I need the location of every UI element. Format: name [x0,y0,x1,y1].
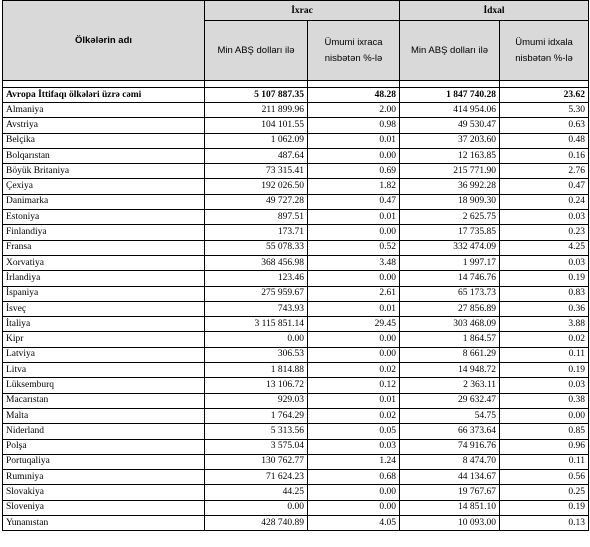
table-row [3,347,589,362]
import-value: 414 954.06 [400,103,500,118]
import-value: 19 767.67 [400,485,500,500]
table-row [3,363,589,378]
export-value: 44.25 [205,485,308,500]
table-row [3,103,589,118]
table-row [3,271,589,286]
export-value: 49 727.28 [205,194,308,209]
table-row [3,225,589,240]
country-name: Sloveniya [3,500,205,515]
country-name: Belçika [3,133,205,148]
import-share: 0.19 [500,271,589,286]
export-value: 0.00 [205,500,308,515]
export-value: 173.71 [205,225,308,240]
country-name: Böyük Britaniya [3,164,205,179]
import-share: 0.96 [500,439,589,454]
table-row [3,393,589,408]
table-row [3,301,589,316]
export-share: 0.01 [308,301,400,316]
country-name: Litva [3,363,205,378]
import-value: 8 474.70 [400,454,500,469]
table-row [3,408,589,423]
export-share: 3.48 [308,255,400,270]
import-value: 10 093.00 [400,516,500,531]
import-share: 0.19 [500,363,589,378]
country-name: İrlandiya [3,271,205,286]
import-value: 65 173.73 [400,286,500,301]
import-share: 0.38 [500,393,589,408]
import-value: 2 363.11 [400,378,500,393]
export-value: 0.00 [205,332,308,347]
export-share: 0.47 [308,194,400,209]
import-value: 1 997.17 [400,255,500,270]
table-row [3,210,589,225]
country-name: Çexiya [3,179,205,194]
export-share: 0.02 [308,408,400,423]
export-share: 0.00 [308,225,400,240]
import-share: 0.00 [500,408,589,423]
total-export-value: 5 107 887.35 [205,88,308,103]
export-share-header: Ümumi ixraca nisbətən %-lə [308,21,400,81]
export-value: 123.46 [205,271,308,286]
export-share: 0.00 [308,347,400,362]
table-row [3,118,589,133]
table-row [3,194,589,209]
table-row [3,485,589,500]
import-value: 14 746.76 [400,271,500,286]
export-share: 0.52 [308,240,400,255]
export-share: 0.00 [308,271,400,286]
country-name: Fransa [3,240,205,255]
table-row [3,332,589,347]
table-row [3,317,589,332]
export-share: 0.00 [308,148,400,163]
country-name: Rumıniya [3,470,205,485]
table-row [3,470,589,485]
table-row [3,133,589,148]
export-share: 0.03 [308,439,400,454]
country-name: İtaliya [3,317,205,332]
export-value: 1 814.88 [205,363,308,378]
import-share: 0.85 [500,424,589,439]
trade-table [2,0,589,531]
export-share: 1.82 [308,179,400,194]
country-name: Portuqaliya [3,454,205,469]
country-column-header: Ölkələrin adı [3,1,205,81]
import-value: 14 948.72 [400,363,500,378]
import-share: 0.11 [500,347,589,362]
export-value: 368 456.98 [205,255,308,270]
table-row [3,164,589,179]
table-row [3,424,589,439]
export-value: 897.51 [205,210,308,225]
export-value: 13 106.72 [205,378,308,393]
table-row [3,454,589,469]
import-value: 66 373.64 [400,424,500,439]
country-name: Estoniya [3,210,205,225]
country-name: Yunanıstan [3,516,205,531]
import-share: 0.48 [500,133,589,148]
export-value: 306.53 [205,347,308,362]
spacer-row [3,81,589,88]
import-share: 0.24 [500,194,589,209]
export-value: 428 740.89 [205,516,308,531]
table-row [3,439,589,454]
export-group-header: İxrac [205,1,400,21]
table-row [3,516,589,531]
export-value: 3 115 851.14 [205,317,308,332]
table-row [3,240,589,255]
import-share: 3.88 [500,317,589,332]
export-value: 3 575.04 [205,439,308,454]
export-value: 275 959.67 [205,286,308,301]
export-share: 2.00 [308,103,400,118]
export-value: 55 078.33 [205,240,308,255]
import-share: 0.03 [500,378,589,393]
export-value: 743.93 [205,301,308,316]
country-name: Slovakiya [3,485,205,500]
total-row [3,88,589,103]
import-value: 8 661.29 [400,347,500,362]
export-value: 487.64 [205,148,308,163]
table-row [3,179,589,194]
import-value: 49 530.47 [400,118,500,133]
import-share: 0.23 [500,225,589,240]
import-share: 0.25 [500,485,589,500]
table-body [3,81,589,531]
table-row [3,255,589,270]
export-share: 0.98 [308,118,400,133]
import-share: 0.19 [500,500,589,515]
export-share: 0.02 [308,363,400,378]
import-share: 0.47 [500,179,589,194]
country-name: Niderland [3,424,205,439]
import-value: 2 625.75 [400,210,500,225]
import-share: 0.16 [500,148,589,163]
country-name: Almaniya [3,103,205,118]
country-name: Avstriya [3,118,205,133]
import-value: 54.75 [400,408,500,423]
import-value: 36 992.28 [400,179,500,194]
export-share: 0.05 [308,424,400,439]
import-value: 44 134.67 [400,470,500,485]
import-value: 303 468.09 [400,317,500,332]
export-value: 1 062.09 [205,133,308,148]
country-name: İspaniya [3,286,205,301]
export-share: 2.61 [308,286,400,301]
import-value: 29 632.47 [400,393,500,408]
export-value: 130 762.77 [205,454,308,469]
import-share: 5.30 [500,103,589,118]
import-share: 0.03 [500,210,589,225]
import-share: 0.03 [500,255,589,270]
import-value: 27 856.89 [400,301,500,316]
import-value: 74 916.76 [400,439,500,454]
table-row [3,500,589,515]
total-import-share: 23.62 [500,88,589,103]
total-import-value: 1 847 740.28 [400,88,500,103]
import-value: 1 864.57 [400,332,500,347]
export-share: 0.01 [308,393,400,408]
import-value: 17 735.85 [400,225,500,240]
country-name: Bolqarıstan [3,148,205,163]
import-value: 12 163.85 [400,148,500,163]
export-share: 0.00 [308,500,400,515]
import-share: 0.56 [500,470,589,485]
export-share: 0.68 [308,470,400,485]
country-name: Finlandiya [3,225,205,240]
export-value: 211 899.96 [205,103,308,118]
import-value: 215 771.90 [400,164,500,179]
table-row [3,378,589,393]
export-value: 1 764.29 [205,408,308,423]
total-export-share: 48.28 [308,88,400,103]
import-share: 4.25 [500,240,589,255]
export-value: 5 313.56 [205,424,308,439]
export-value-header: Min ABŞ dolları ilə [205,21,308,81]
country-name: Macarıstan [3,393,205,408]
export-value: 73 315.41 [205,164,308,179]
country-name: Malta [3,408,205,423]
country-name: Danimarka [3,194,205,209]
export-share: 0.69 [308,164,400,179]
import-share: 2.76 [500,164,589,179]
import-value: 37 203.60 [400,133,500,148]
table-row [3,148,589,163]
import-share: 0.13 [500,516,589,531]
import-value: 18 909.30 [400,194,500,209]
import-share: 0.02 [500,332,589,347]
export-value: 104 101.55 [205,118,308,133]
import-share: 0.11 [500,454,589,469]
table-row [3,286,589,301]
country-name: Kipr [3,332,205,347]
import-value: 14 851.10 [400,500,500,515]
export-share: 4.05 [308,516,400,531]
export-share: 0.01 [308,210,400,225]
import-value: 332 474.09 [400,240,500,255]
export-value: 71 624.23 [205,470,308,485]
import-value-header: Min ABŞ dolları ilə [400,21,500,81]
country-name: Latviya [3,347,205,362]
country-name: İsveç [3,301,205,316]
export-value: 929.03 [205,393,308,408]
total-name: Avropa İttifaqı ölkələri üzrə cəmi [3,88,205,103]
import-share: 0.83 [500,286,589,301]
export-share: 0.00 [308,332,400,347]
export-value: 192 026.50 [205,179,308,194]
export-share: 0.12 [308,378,400,393]
import-share: 0.36 [500,301,589,316]
export-share: 1.24 [308,454,400,469]
import-group-header: İdxal [400,1,589,21]
country-name: Xorvatiya [3,255,205,270]
import-share: 0.63 [500,118,589,133]
country-name: Lüksemburq [3,378,205,393]
import-share-header: Ümumi idxala nisbətən %-lə [500,21,589,81]
export-share: 29.45 [308,317,400,332]
export-share: 0.00 [308,485,400,500]
export-share: 0.01 [308,133,400,148]
country-name: Polşa [3,439,205,454]
